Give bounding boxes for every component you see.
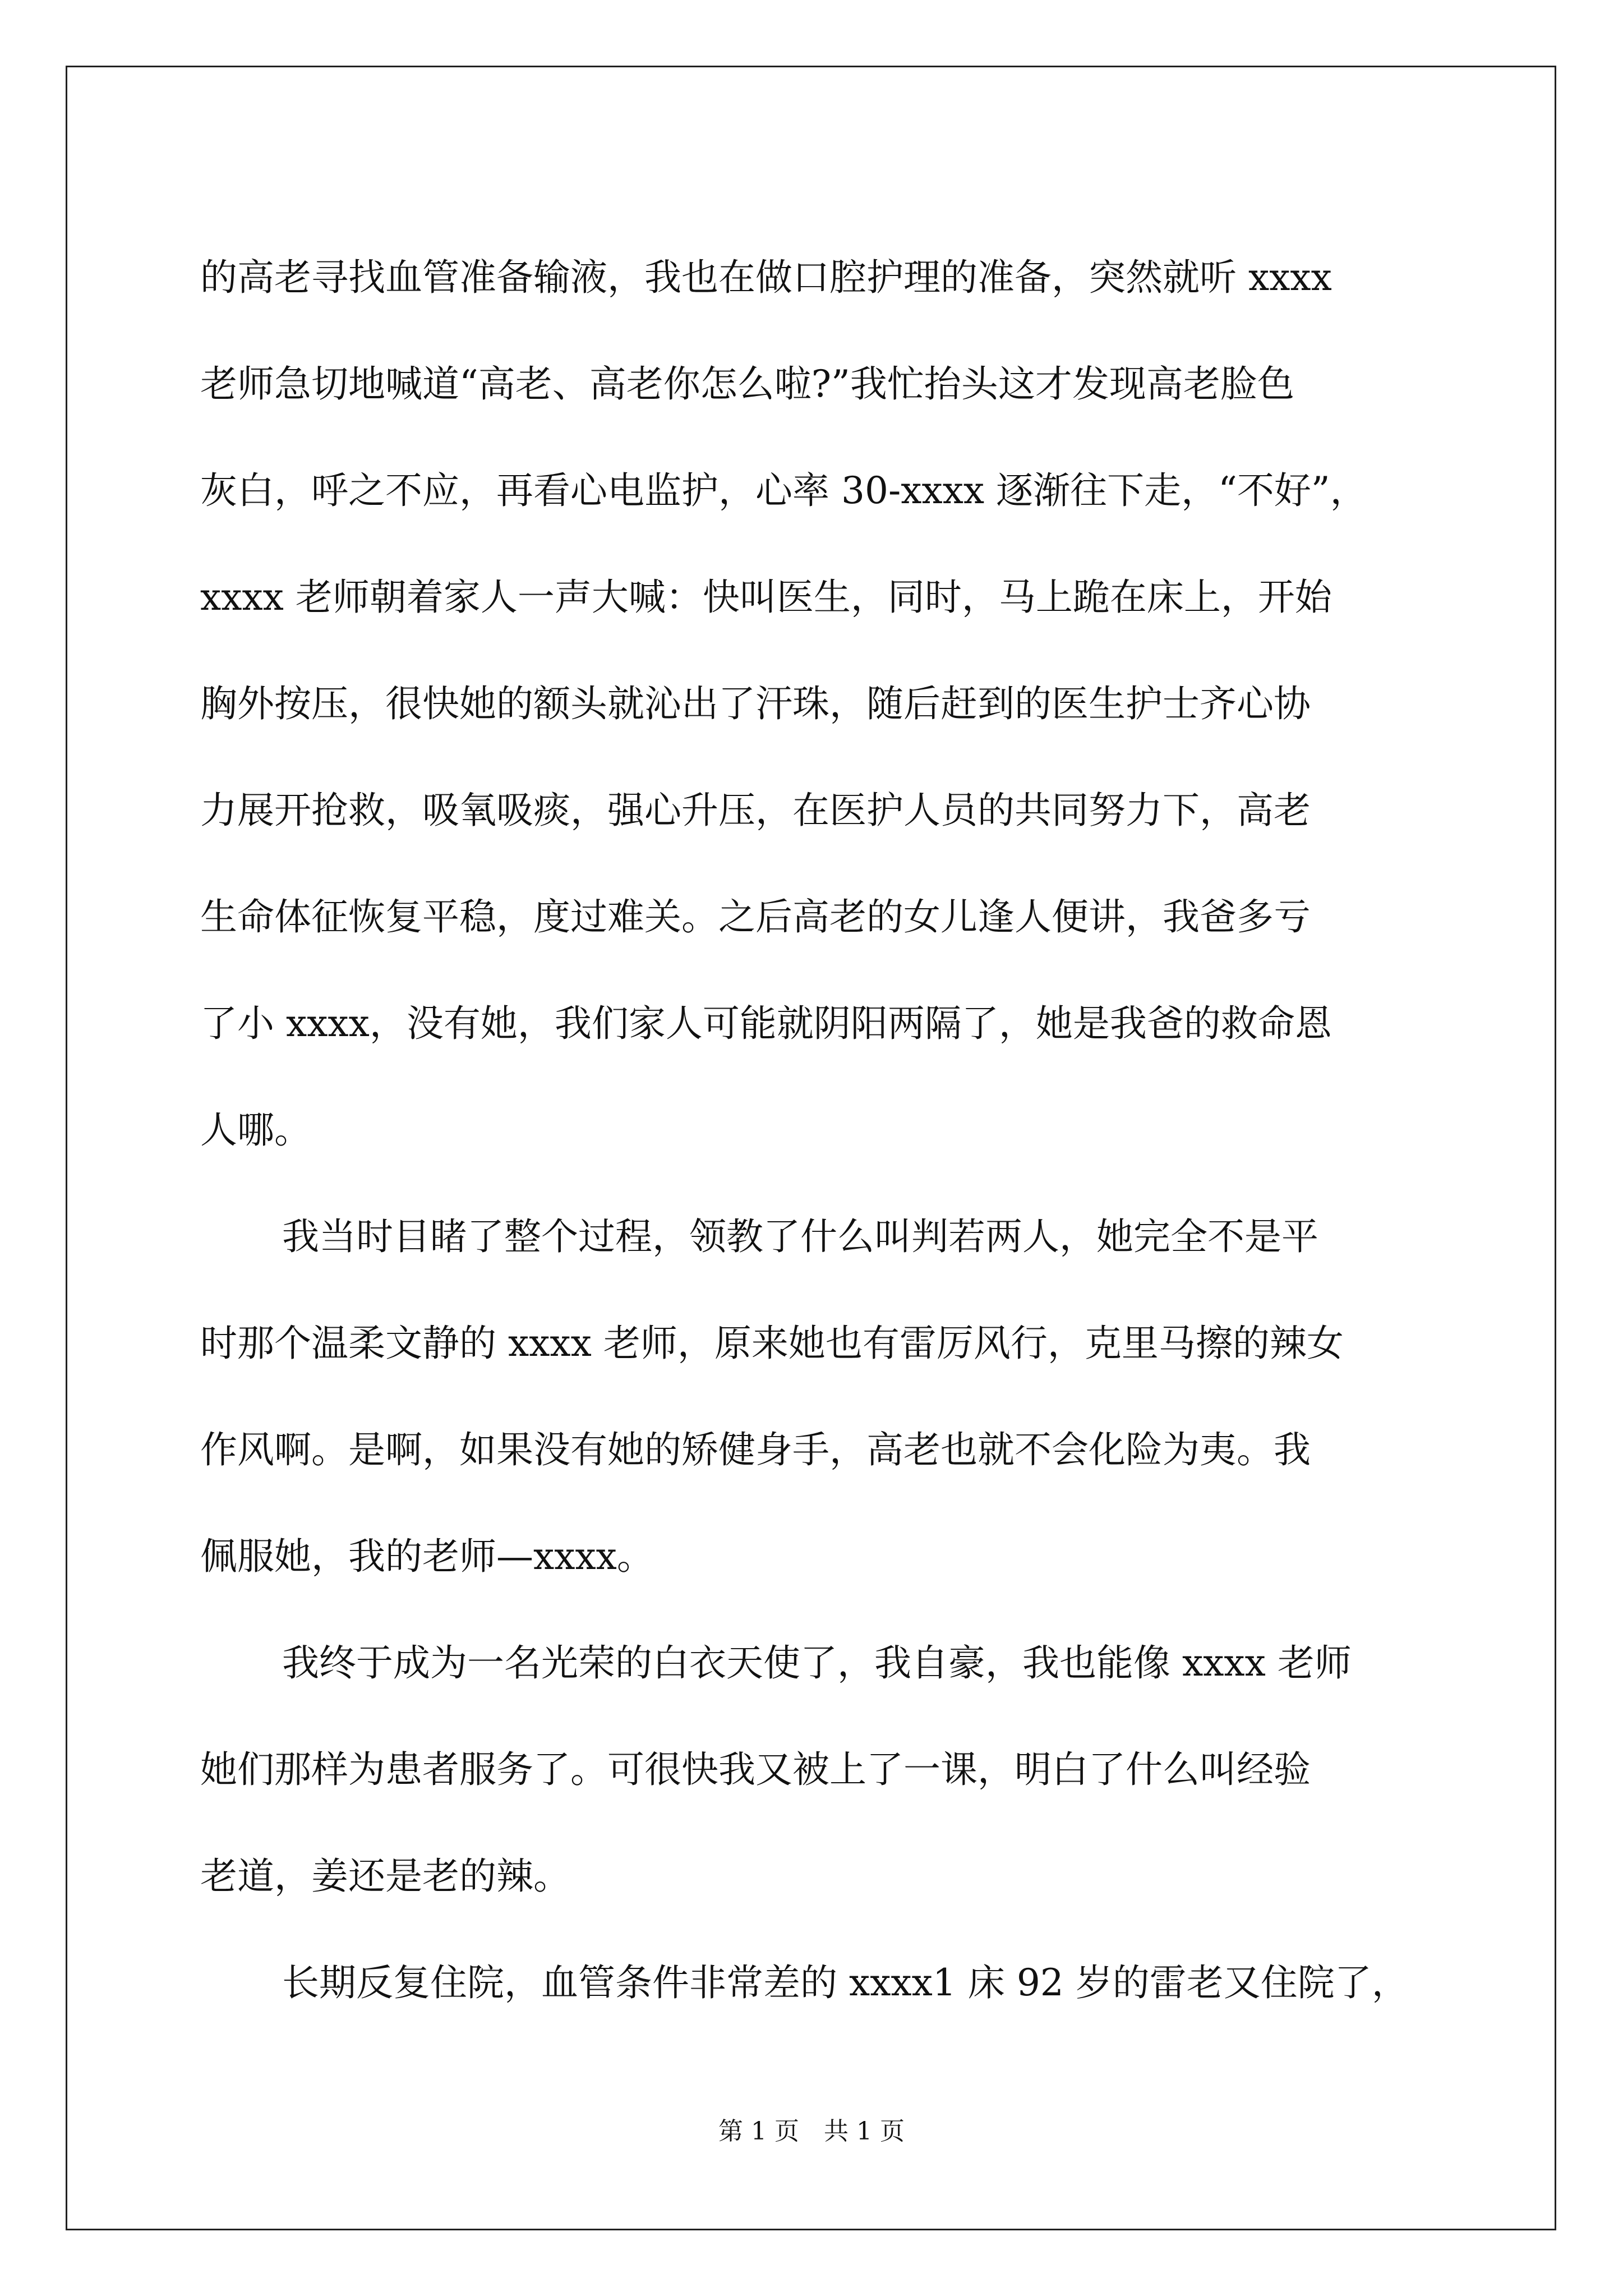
page-footer (0, 2115, 1623, 2148)
text-line: 老师急切地喊道“高老、高老你怎么啦?”我忙抬头这才发现高老脸色 (200, 362, 1294, 406)
text-line: xxxx 老师朝着家人一声大喊：快叫医生，同时，马上跪在床上，开始 (200, 576, 1332, 619)
text-line: 的高老寻找血管准备输液，我也在做口腔护理的准备，突然就听 xxxx (200, 256, 1332, 299)
text-line: 胸外按压，很快她的额头就沁出了汗珠，随后赶到的医生护士齐心协 (200, 682, 1311, 725)
text-line: 作风啊。是啊，如果没有她的矫健身手，高老也就不会化险为夷。我 (200, 1428, 1311, 1471)
page-total: 共 1 页 (824, 2117, 905, 2146)
paragraph-first-line: 长期反复住院，血管条件非常差的 xxxx1 床 92 岁的雷老又住院了， (282, 1961, 1409, 2004)
text-line: 力展开抢救，吸氧吸痰，强心升压，在医护人员的共同努力下，高老 (200, 789, 1311, 832)
text-line: 时那个温柔文静的 xxxx 老师，原来她也有雷厉风行，克里马擦的辣女 (200, 1322, 1344, 1365)
text-line: 老道，姜还是老的辣。 (200, 1855, 570, 1898)
page-number: 第 1 页 (718, 2117, 799, 2146)
text-line: 人哪。 (200, 1108, 311, 1152)
text-line: 佩服她，我的老师—xxxx。 (200, 1535, 654, 1578)
text-line: 生命体征恢复平稳，度过难关。之后高老的女儿逢人便讲，我爸多亏 (200, 895, 1311, 938)
text-line: 了小 xxxx，没有她，我们家人可能就阴阳两隔了，她是我爸的救命恩 (200, 1002, 1332, 1045)
paragraph-first-line: 我终于成为一名光荣的白衣天使了，我自豪，我也能像 xxxx 老师 (282, 1641, 1352, 1685)
text-line: 她们那样为患者服务了。可很快我又被上了一课，明白了什么叫经验 (200, 1748, 1311, 1791)
paragraph-first-line: 我当时目睹了整个过程，领教了什么叫判若两人，她完全不是平 (282, 1215, 1318, 1258)
text-line: 灰白，呼之不应，再看心电监护，心率 30-xxxx 逐渐往下走，“不好”， (200, 469, 1367, 512)
document-body (200, 224, 1423, 2036)
